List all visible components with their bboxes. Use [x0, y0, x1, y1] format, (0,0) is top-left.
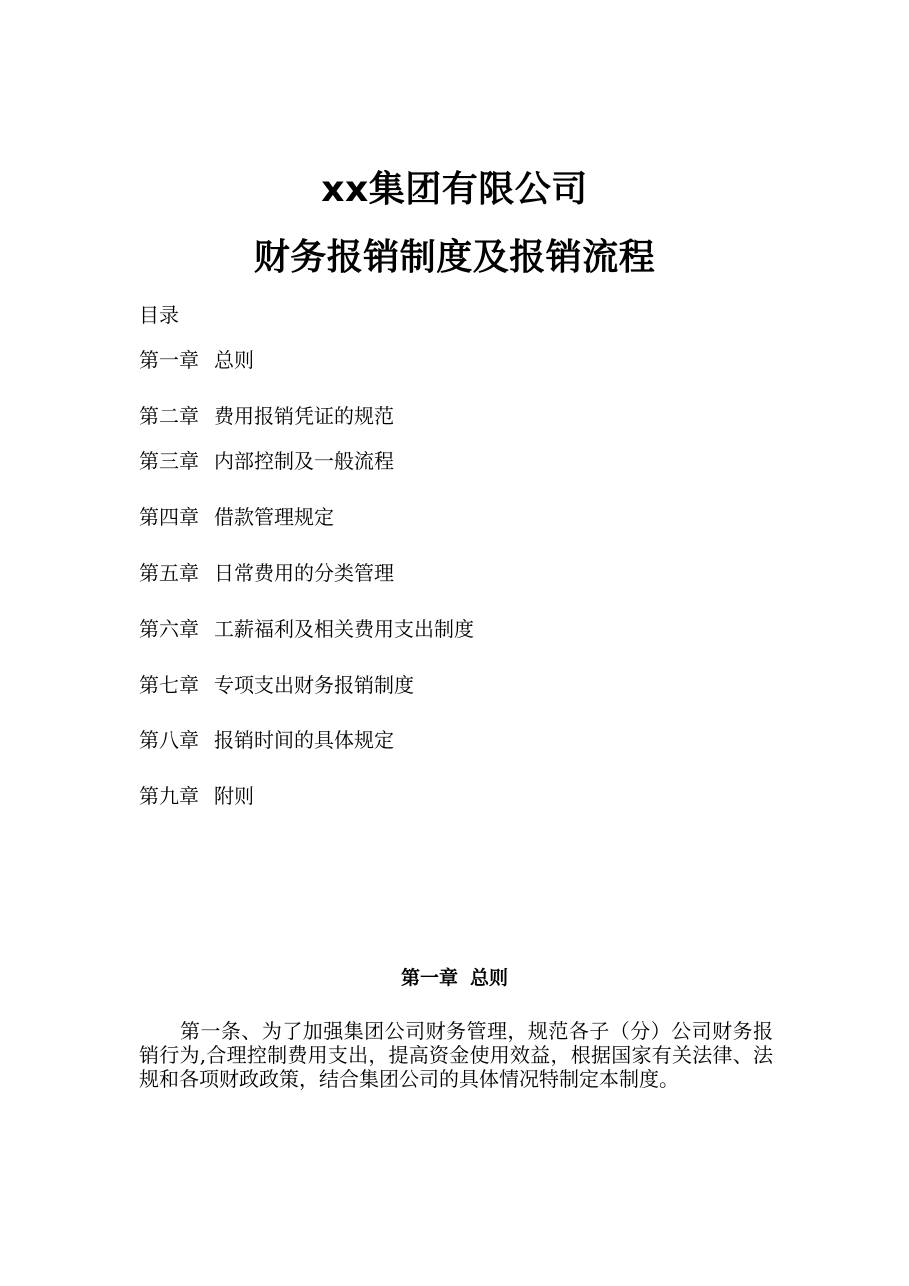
article-paragraph: 第一条、为了加强集团公司财务管理，规范各子（分）公司财务报销行为,合理控制费用支出，提高资金使用效益，根据国家有关法律、法规和各项财政政策，结合集团公司的具体情况特制定本制度。: [139, 1019, 773, 1091]
toc-chapter-number: 第九章: [139, 784, 199, 808]
toc-item: [139, 615, 474, 643]
toc-item: [139, 346, 254, 374]
toc-chapter-number: 第八章: [139, 728, 199, 752]
toc-chapter-name: 借款管理规定: [214, 505, 334, 529]
chapter-heading: [0, 964, 909, 992]
toc-chapter-name: 工薪福利及相关费用支出制度: [214, 617, 474, 641]
toc-chapter-name: 报销时间的具体规定: [214, 728, 394, 752]
document-subtitle: 财务报销制度及报销流程: [253, 237, 656, 278]
toc-chapter-name: 日常费用的分类管理: [214, 561, 394, 585]
toc-item: [139, 782, 254, 810]
chapter-number: 第一章: [400, 967, 458, 989]
toc-item: [139, 447, 394, 475]
toc-chapter-name: 总则: [214, 348, 254, 372]
toc-chapter-number: 第七章: [139, 673, 199, 697]
toc-chapter-number: 第四章: [139, 505, 199, 529]
toc-item: [139, 559, 394, 587]
toc-chapter-name: 费用报销凭证的规范: [214, 404, 394, 428]
toc-chapter-name: 附则: [214, 784, 254, 808]
toc-chapter-number: 第二章: [139, 404, 199, 428]
toc-item: [139, 726, 394, 754]
chapter-name: 总则: [470, 967, 509, 989]
toc-chapter-number: 第三章: [139, 449, 199, 473]
toc-item: [139, 671, 414, 699]
toc-heading: 目录: [139, 303, 179, 327]
toc-chapter-number: 第五章: [139, 561, 199, 585]
document-title: xx集团有限公司: [321, 169, 588, 210]
toc-chapter-number: 第一章: [139, 348, 199, 372]
toc-chapter-name: 专项支出财务报销制度: [214, 673, 414, 697]
toc-chapter-name: 内部控制及一般流程: [214, 449, 394, 473]
toc-chapter-number: 第六章: [139, 617, 199, 641]
toc-item: [139, 402, 394, 430]
toc-item: [139, 503, 334, 531]
